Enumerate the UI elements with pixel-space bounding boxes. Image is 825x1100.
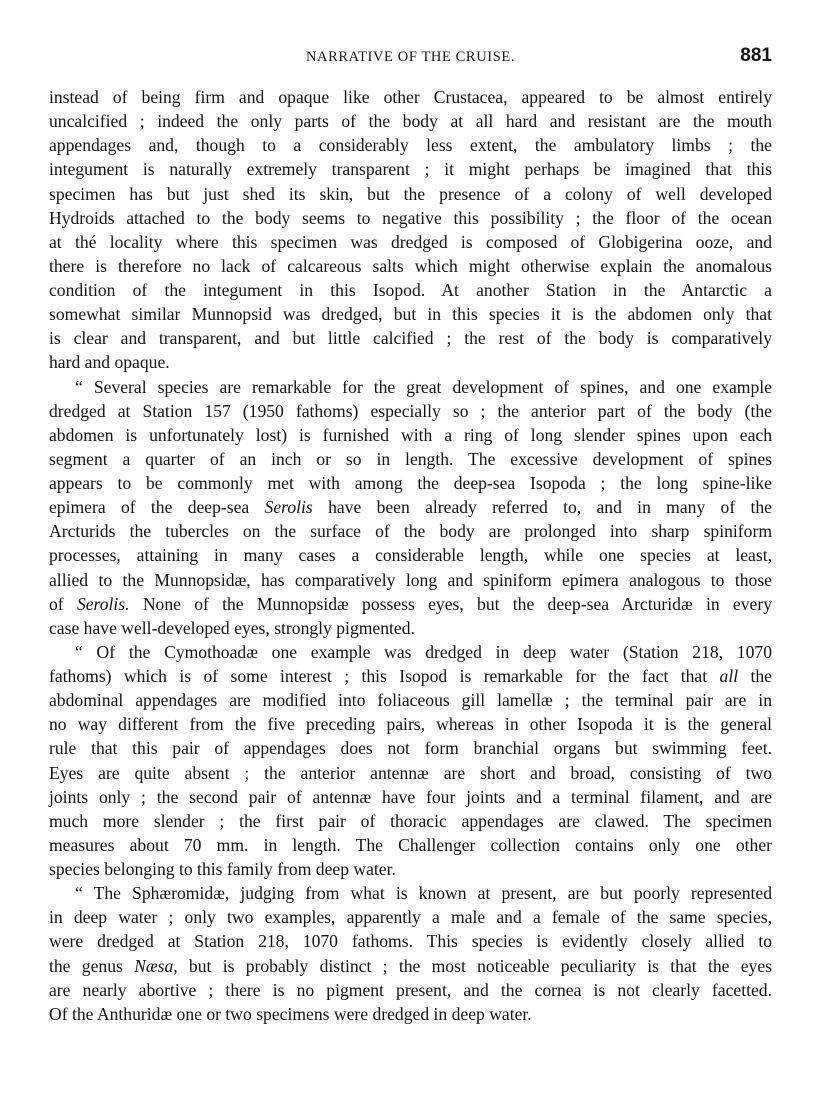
text-line: no way different from the five preceding pairs, whereas in other Isopoda it is the general bbox=[49, 714, 772, 735]
paragraph bbox=[49, 375, 772, 640]
italic-term: Serolis. bbox=[76, 593, 130, 614]
text-line: condition of the integument in this Isopod. At another Station in the Antarctic a bbox=[49, 280, 772, 300]
text-line: specimen has but just shed its skin, but the presence of a colony of well developed bbox=[49, 183, 772, 204]
paragraph bbox=[49, 85, 772, 375]
text-line: species belonging to this family from deep water. bbox=[49, 859, 396, 879]
text-line: abdominal appendages are modified into foliaceous gill lamellæ ; the terminal pair are in bbox=[49, 690, 772, 711]
page-number: 881 bbox=[740, 45, 772, 66]
text-line: in deep water ; only two examples, apparently a male and a female of the same species, bbox=[49, 907, 772, 928]
text-line: case have well-developed eyes, strongly pigmented. bbox=[49, 617, 415, 638]
text-line: Arcturids the tubercles on the surface of the body are prolonged into sharp spiniform bbox=[49, 521, 772, 542]
text-line: epimera of the deep-sea Serolis have been already referred to, and in many of the bbox=[49, 497, 772, 518]
text-line: “ The Sphæromidæ, judging from what is known at present, are but poorly represented bbox=[75, 883, 772, 904]
text-line: is clear and transparent, and but little calcified ; the rest of the body is comparatively bbox=[49, 328, 772, 349]
text-line: were dredged at Station 218, 1070 fathoms. This species is evidently closely allied to bbox=[49, 931, 772, 952]
text-line: Eyes are quite absent ; the anterior antennæ are short and broad, consisting of two bbox=[49, 762, 772, 783]
text-line: Hydroids attached to the body seems to negative this possibility ; the floor of the ocean bbox=[49, 207, 772, 228]
text-line: there is therefore no lack of calcareous salts which might otherwise explain the anomalous bbox=[49, 255, 772, 276]
text-line: segment a quarter of an inch or so in length. The excessive development of spines bbox=[49, 448, 772, 469]
text-line: allied to the Munnopsidæ, has comparatively long and spiniform epimera analogous to those bbox=[49, 569, 772, 590]
text-line: appears to be commonly met with among the deep-sea Isopoda ; the long spine-like bbox=[49, 473, 772, 493]
text-line: the genus Næsa, but is probably distinct ; the most noticeable peculiarity is that the eyes bbox=[49, 955, 772, 976]
paragraph bbox=[49, 881, 772, 1026]
text-line: “ Of the Cymothoadæ one example was dredged in deep water (Station 218, 1070 bbox=[75, 641, 772, 662]
text-line: of Serolis. None of the Munnopsidæ possess eyes, but the deep-sea Arcturidæ in every bbox=[49, 593, 772, 614]
text-line: at thé locality where this specimen was dredged is composed of Globigerina ooze, and bbox=[49, 231, 772, 252]
text-line: appendages and, though to a considerably less extent, the ambulatory limbs ; the bbox=[49, 135, 772, 156]
page-header bbox=[49, 45, 772, 69]
text-line: are nearly abortive ; there is no pigment present, and the cornea is not clearly facetted. bbox=[49, 979, 772, 1000]
text-line: much more slender ; the first pair of thoracic appendages are clawed. The specimen bbox=[49, 810, 772, 831]
italic-term: all bbox=[719, 666, 739, 686]
text-line: Of the Anthuridæ one or two specimens were dredged in deep water. bbox=[49, 1003, 532, 1024]
text-line: dredged at Station 157 (1950 fathoms) especially so ; the anterior part of the body (the bbox=[49, 400, 772, 421]
text-line: integument is naturally extremely transparent ; it might perhaps be imagined that this bbox=[49, 159, 772, 180]
text-line: fathoms) which is of some interest ; this Isopod is remarkable for the fact that all the bbox=[49, 666, 772, 686]
text-line: somewhat similar Munnopsid was dredged, but in this species it is the abdomen only that bbox=[49, 304, 772, 325]
italic-term: Næsa, bbox=[134, 955, 178, 976]
text-line: joints only ; the second pair of antennæ have four joints and a terminal filament, and are bbox=[49, 786, 772, 807]
text-line: “ Several species are remarkable for the great development of spines, and one example bbox=[75, 376, 772, 397]
text-line: processes, attaining in many cases a considerable length, while one species at least, bbox=[49, 545, 772, 566]
text-line: instead of being firm and opaque like other Crustacea, appeared to be almost entirely bbox=[49, 87, 772, 107]
text-line: hard and opaque. bbox=[49, 352, 170, 373]
body-text bbox=[49, 85, 772, 1026]
text-line: abdomen is unfortunately lost) is furnished with a ring of long slender spines upon each bbox=[49, 424, 772, 445]
text-line: uncalcified ; indeed the only parts of the body at all hard and resistant are the mouth bbox=[49, 111, 772, 132]
italic-term: Serolis bbox=[264, 497, 313, 518]
paragraph bbox=[49, 640, 772, 881]
running-title: NARRATIVE OF THE CRUISE. bbox=[305, 49, 516, 65]
text-line: measures about 70 mm. in length. The Challenger collection contains only one other bbox=[49, 834, 772, 855]
text-line: rule that this pair of appendages does not form branchial organs but swimming feet. bbox=[49, 738, 772, 759]
